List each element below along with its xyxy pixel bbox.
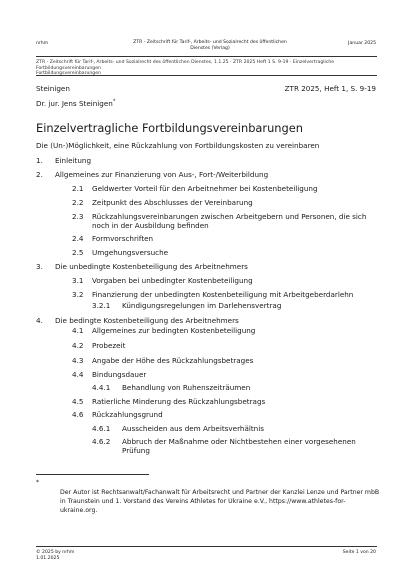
toc-item-number: 4.6 [72,410,84,419]
toc-item-number: 3.1 [72,276,84,285]
toc-item-title: Zeitpunkt des Abschlusses der Vereinbarung [92,198,253,207]
footer-rule [36,546,377,547]
toc-item-title: Umgehungsversuche [92,248,169,257]
footnote-text: Der Autor ist Rechtsanwalt/Fachanwalt für Arbeitsrecht und Partner der Kanzlei Lenze und Partner mbB in Traunstein und 1. Vorstand des Vereins Athletes for Ukraine e.V., https://www.athletes-for-ukraine.org. [60,489,380,514]
article-subtitle: Die (Un-)Möglichkeit, eine Rückzahlung von Fortbildungskosten zu vereinbaren [36,141,320,150]
toc-item-number: 3. [36,262,43,271]
toc-item-number: 4.5 [72,397,84,406]
toc-item-number: 4.6.1 [92,424,111,433]
toc-item-number: 4.4.1 [92,383,111,392]
toc-item-title: Rückzahlungsgrund [92,410,163,419]
header-journal-line2: Dienstes (Verlag) [190,45,230,51]
header-journal-line1: ZTR - Zeitschrift für Tarif-, Arbeits- und Sozialrecht des öffentlichen [133,40,287,45]
toc-item-number: 2.1 [72,184,84,193]
toc-item-number: 2.4 [72,234,84,243]
footer-date: 1.01.2025 [36,555,60,561]
toc-item-title: Kündigungsregelungen im Darlehensvertrag [122,301,282,310]
toc-item-number: 1. [36,156,43,165]
toc-item-title: Behandlung von Ruhenszeiträumen [122,383,251,392]
toc-item-title: Vorgaben bei unbedingter Kostenbeteiligung [92,276,253,285]
footer-copyright [36,550,74,561]
toc-item-number: 3.2.1 [92,301,111,310]
toc-item-number: 2.5 [72,248,84,257]
citation-line1: ZTR - Zeitschrift für Tarif-, Arbeits- und Sozialrecht des öffentlichen Dienstes, 1.1.25 · ZTR 2025 Heft 1 S. 9-19 · Einzelvertragliche Fortbildungsvereinbarungen [36,60,335,71]
footer-copyright-line1: © 2025 by nrhm [36,550,75,555]
toc-item-title: Bindungsdauer [92,370,147,379]
citation-line2: Fortbildungsvereinbarungen [36,71,101,77]
toc-item-title: Abbruch der Maßnahme oder Nichtbestehen einer vorgesehenen Prüfung [122,437,356,455]
toc-item-title: Allgemeines zur bedingten Kostenbeteiligung [92,326,256,335]
header-date: Januar 2025 [348,41,376,46]
author-short: Steinigen [36,84,70,93]
toc-item-title: Die bedingte Kostenbeteiligung des Arbeitnehmers [55,316,239,325]
toc-item-number: 2. [36,170,43,179]
toc-item-title: Rückzahlungsvereinbarungen zwischen Arbeitgebern und Personen, die sich noch in der Ausbildung befinden [92,212,367,230]
article-reference: ZTR 2025, Heft 1, S. 9-19 [284,84,376,93]
header-rule-top [36,56,377,57]
toc-item-title: Einleitung [55,156,92,165]
header-journal-title [110,40,310,51]
author-name [36,99,115,108]
author-footnote-mark[interactable]: * [112,98,116,105]
toc-item-title: Probezeit [92,341,126,350]
header-rule-bottom [36,75,377,76]
toc-item-number: 4.4 [72,370,84,379]
toc-item-number: 4.3 [72,356,84,365]
toc-item-number: 4. [36,316,43,325]
toc-item-title: Ratierliche Minderung des Rückzahlungsbetrags [92,397,266,406]
toc-item-title: Die unbedingte Kostenbeteiligung des Arbeitnehmers [55,262,248,271]
toc-item-title: Allgemeines zur Finanzierung von Aus-, Fort-/Weiterbildung [55,170,269,179]
toc-item-title: Formvorschriften [92,234,154,243]
footnote-rule [36,474,149,475]
toc-item-number: 4.2 [72,341,84,350]
header-publisher: nrhm [36,41,49,46]
toc-item-number: 2.2 [72,198,84,207]
toc-item-title: Finanzierung der unbedingten Kostenbeteiligung mit Arbeitgeberdarlehn [92,290,354,299]
toc-item-title: Ausscheiden aus dem Arbeitsverhältnis [122,424,264,433]
author-name-text: Dr. jur. Jens Steinigen [36,99,113,108]
toc-item-title: Angabe der Höhe des Rückzahlungsbetrages [92,356,254,365]
toc-item-title: Geldwerter Vorteil für den Arbeitnehmer bei Kostenbeteiligung [92,184,318,193]
footnote-mark: * [36,479,39,486]
toc-item-number: 3.2 [72,290,84,299]
toc-item-number: 4.1 [72,326,84,335]
toc-item-number: 4.6.2 [92,437,111,446]
article-title: Einzelvertragliche Fortbildungsvereinbarungen [36,121,303,135]
footer-page-number: Seite 1 von 20 [342,550,376,555]
toc-item-number: 2.3 [72,212,84,221]
